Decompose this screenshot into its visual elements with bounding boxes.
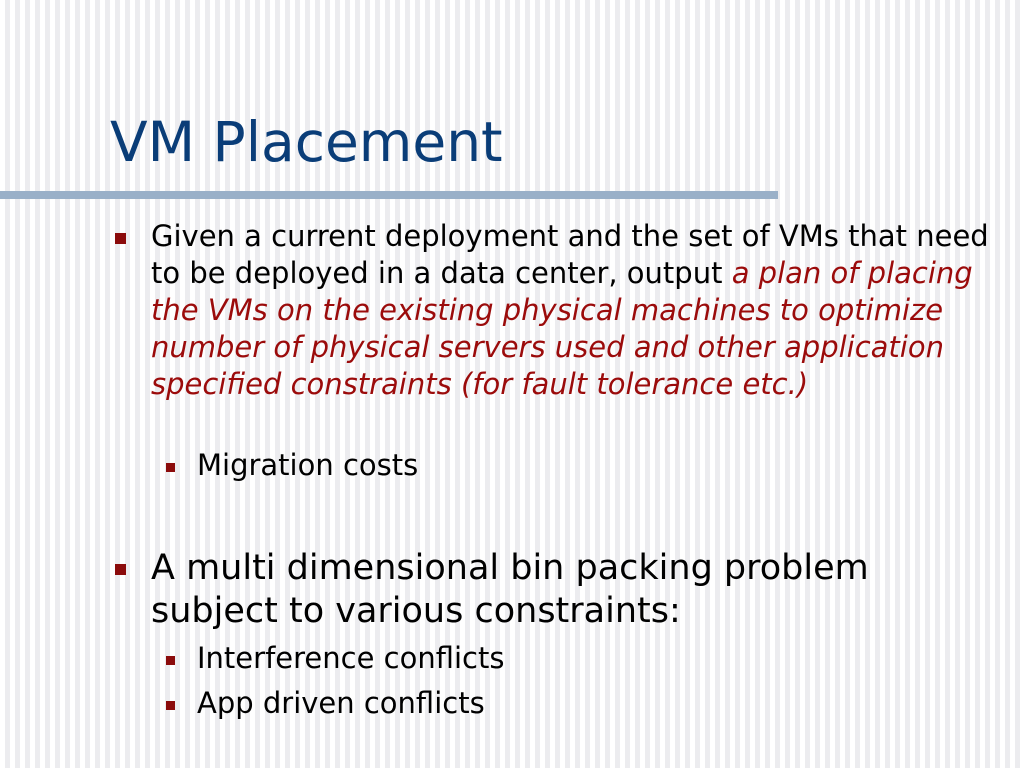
bullet-text: A multi dimensional bin packing problem subject to various constraints:	[151, 548, 869, 631]
sub-bullet-text: Interference conflicts	[197, 641, 505, 675]
title-underline	[0, 191, 778, 199]
bullet-emphasis-text: a plan of placing the VMs on the existing physical machines to optimize number of physical servers used and other application specified constraints (for fault tolerance etc.)	[151, 256, 973, 401]
sub-bullet-text: App driven conflicts	[197, 686, 485, 720]
bullet-plain-text: Given a current deployment and the set of VMs that need to be deployed in a data center, output	[151, 219, 989, 290]
slide-title: VM Placement	[110, 110, 503, 174]
bullet-square-icon	[166, 463, 175, 472]
sub-bullet-text: Migration costs	[197, 448, 419, 482]
bullet-text	[151, 218, 1011, 403]
bullet-square-icon	[115, 564, 126, 575]
bullet-square-icon	[166, 656, 175, 665]
bullet-square-icon	[115, 233, 126, 244]
bullet-square-icon	[166, 701, 175, 710]
